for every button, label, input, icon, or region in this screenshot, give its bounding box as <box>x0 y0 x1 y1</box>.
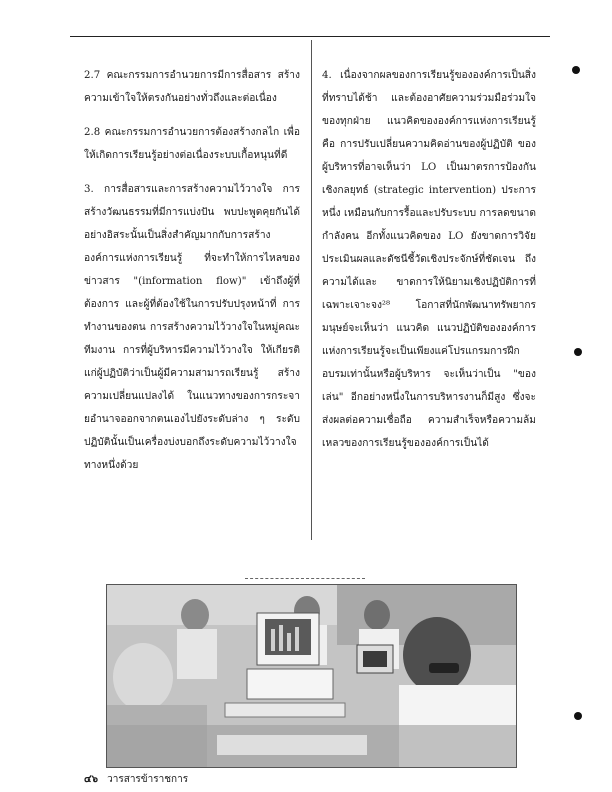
margin-dot-middle <box>574 348 582 356</box>
page-footer <box>84 772 188 787</box>
margin-dot-bottom <box>574 712 582 720</box>
right-column <box>322 64 536 466</box>
paragraph-3: 3. การสื่อสารและการสร้างความไว้วางใจ การสร้างวัฒนธรรมที่มีการแบ่งปัน พบปะพูดคุยกันได้อย่างอิสระนั้นเป็นสิ่งสำคัญมากกับการสร้างองค์การแห่งการเรียนรู้ ที่จะทำให้การไหลของข่าวสาร "(information flow)" เข้าถึงผู้ที่ต้องการ และผู้ที่ต้องใช้ในการปรับปรุงหน้าที่ การทำงานของตน การสร้างความไว้วางใจในหมู่คณะ ทีมงาน การที่ผู้บริหารมีความไว้วางใจ ให้เกียรติแก่ผู้ปฏิบัติว่าเป็นผู้มีความสามารถเรียนรู้ สร้างความเปลี่ยนแปลงได้ ในแนวทางของการกระจายอำนาจออกจากตนเองไปยังระดับล่าง ๆ ระดับปฏิบัตินั้นเป็นเครื่องบ่งบอกถึงระดับความไว้วางใจทางหนึ่งด้วย <box>84 184 300 471</box>
column-divider <box>311 40 312 540</box>
left-column <box>84 64 300 488</box>
photo-top-dashes <box>245 578 365 579</box>
paragraph-2-8: 2.8 คณะกรรมการอำนวยการต้องสร้างกลไก เพื่อให้เกิดการเรียนรู้อย่างต่อเนื่องระบบเกื้อหนุนที่ดี <box>84 127 300 161</box>
office-photo <box>106 584 517 768</box>
margin-dot-top <box>572 66 580 74</box>
paragraph-2-7: 2.7 คณะกรรมการอำนวยการมีการสื่อสาร สร้างความเข้าใจให้ตรงกันอย่างทั่วถึงและต่อเนื่อง <box>84 70 300 104</box>
journal-name: วารสารข้าราชการ <box>107 774 189 785</box>
top-rule <box>70 36 550 37</box>
page-number: ๔๖ <box>84 774 98 785</box>
paragraph-4: 4. เนื่องจากผลของการเรียนรู้ขององค์การเป็นสิ่งที่ทราบได้ช้า และต้องอาศัยความร่วมมือร่วมใจของทุกฝ่าย แนวคิดขององค์การแห่งการเรียนรู้ คือ การปรับเปลี่ยนความคิดอ่านของผู้ปฏิบัติ ของผู้บริหารที่อาจเห็นว่า LO เป็นมาตรการป้องกันเชิงกลยุทธ์ (strategic intervention) ประการหนึ่ง เหมือนกับการรื้อและปรับระบบ การลดขนาดกำลังคน อีกทั้งแนวคิดของ LO ยังขาดการวิจัยประเมินผลและดัชนีชี้วัดเชิงประจักษ์ที่ชัดเจน ถึงความได้และ ขาดการให้นิยามเชิงปฏิบัติการที่เฉพาะเจาะจง²⁸ โอกาสที่นักพัฒนาทรัพยากรมนุษย์จะเห็นว่า แนวคิด แนวปฏิบัติขององค์การแห่งการเรียนรู้จะเป็นเพียงแค่โปรแกรมการฝึกอบรมเท่านั้นหรือผู้บริหาร จะเห็นว่าเป็น "ของเล่น" อีกอย่างหนึ่งในการบริหารงานก็มีสูง ซึ่งจะส่งผลต่อความเชื่อถือ ความสำเร็จหรือความล้มเหลวของการเรียนรู้ขององค์การเป็นได้ <box>322 70 536 449</box>
